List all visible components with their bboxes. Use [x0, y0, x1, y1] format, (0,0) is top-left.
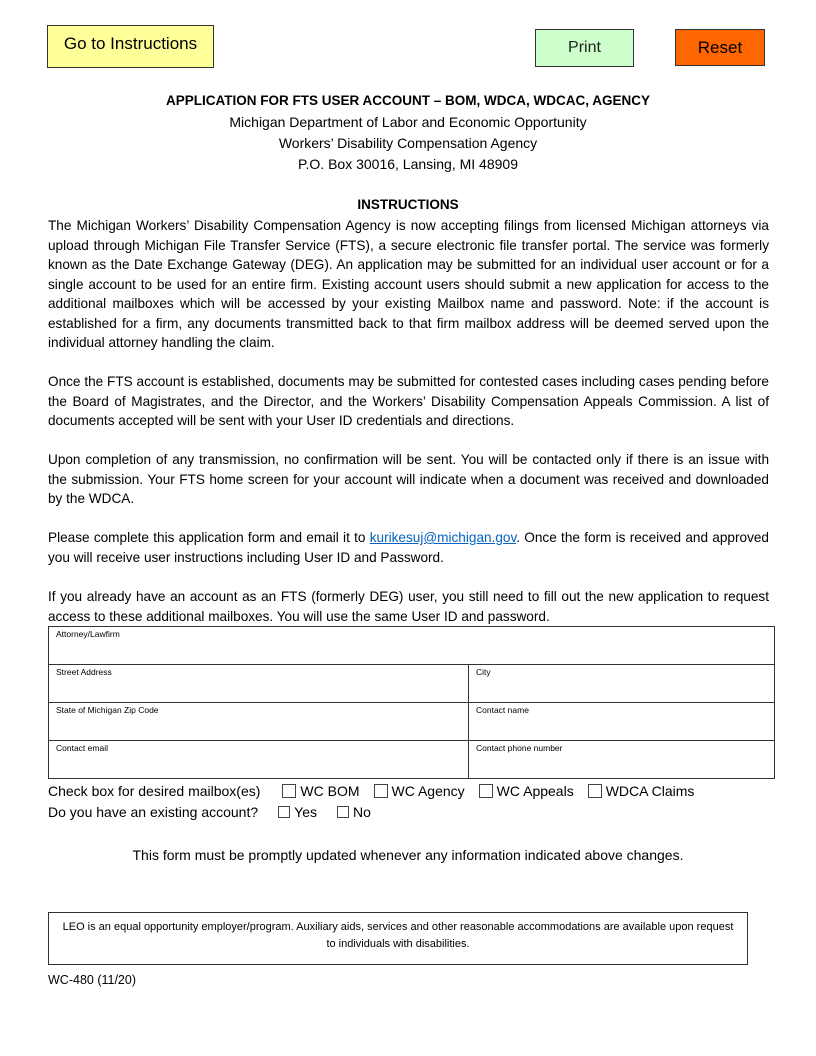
- instructions-heading: INSTRUCTIONS: [357, 197, 459, 212]
- contact-phone-field[interactable]: [469, 741, 775, 779]
- application-form-table: [48, 626, 775, 779]
- instructions-paragraph-4: [48, 528, 769, 567]
- contact-name-field[interactable]: [469, 703, 775, 741]
- print-button[interactable]: Print: [535, 29, 634, 67]
- city-field[interactable]: [469, 665, 775, 703]
- mailbox-label: Check box for desired mailbox(es): [48, 783, 261, 799]
- attorney-field[interactable]: [49, 627, 775, 665]
- option-label: Yes: [294, 804, 317, 820]
- instructions-paragraph-2: Once the FTS account is established, documents may be submitted for contested cases including cases pending before the Board of Magistrates, and the Director, and the Workers’ Disability Compensation Appeals Commission. A list of documents accepted will be sent with your User ID credentials and directions.: [48, 374, 769, 428]
- email-link[interactable]: kurikesuj@michigan.gov: [369, 530, 517, 545]
- agency: Workers’ Disability Compensation Agency: [278, 135, 538, 151]
- equal-opportunity-notice: LEO is an equal opportunity employer/program. Auxiliary aids, services and other reasonable accommodations are available upon request to individuals with disabilities.: [48, 912, 748, 965]
- instructions-paragraph-3: Upon completion of any transmission, no confirmation will be sent. You will be contacted only if there is an issue with the submission. Your FTS home screen for your account will indicate when a document was received and downloaded by the WDCA.: [48, 452, 769, 506]
- contact-email-field[interactable]: [49, 741, 469, 779]
- wc-bom-checkbox[interactable]: [282, 784, 296, 798]
- option-label: WC BOM: [300, 783, 360, 799]
- existing-account-label: Do you have an existing account?: [48, 804, 259, 820]
- mailbox-row: [48, 783, 708, 799]
- text: . Once the form is received and approved you will receive user instructions including User ID and Password.: [48, 530, 769, 565]
- wdca-claims-checkbox[interactable]: [588, 784, 602, 798]
- instructions-paragraph-1: The Michigan Workers’ Disability Compensation Agency is now accepting filings from licensed Michigan attorneys via upload through Michigan File Transfer Service (FTS), a secure electronic file transfer portal. The service was formerly known as the Date Exchange Gateway (DEG). An application may be submitted for an individual user account or for a single account to be used for an entire firm. Existing account users should submit a new application for access to the additional mailboxes which will be accessed by your existing Mailbox name and password. Note: if the account is established for a firm, any documents transmitted back to that firm mailbox address will be deemed served upon the individual attorney handling the claim.: [48, 218, 769, 350]
- wc-agency-checkbox[interactable]: [374, 784, 388, 798]
- existing-account-row: [48, 804, 385, 820]
- instructions-paragraph-5: If you already have an account as an FTS (formerly DEG) user, you still need to fill out the new application to request access to these additional mailboxes. You will use the same User ID and password.: [48, 589, 769, 624]
- option-label: WC Agency: [391, 783, 465, 799]
- text: Please complete this application form and email it to: [48, 530, 370, 545]
- option-label: WDCA Claims: [605, 783, 695, 799]
- yes-checkbox[interactable]: [278, 806, 290, 818]
- no-checkbox[interactable]: [337, 806, 349, 818]
- option-label: No: [352, 804, 371, 820]
- field-label: City: [476, 667, 491, 677]
- wc-appeals-checkbox[interactable]: [479, 784, 493, 798]
- reset-button[interactable]: Reset: [675, 29, 765, 66]
- zip-code-field[interactable]: [49, 703, 469, 741]
- option-label: WC Appeals: [496, 783, 574, 799]
- department: Michigan Department of Labor and Economic Opportunity: [229, 114, 587, 130]
- update-notice: This form must be promptly updated whenever any information indicated above changes.: [132, 847, 684, 863]
- field-label: State of Michigan Zip Code: [56, 705, 159, 715]
- field-label: Street Address: [56, 667, 112, 677]
- field-label: Contact name: [476, 705, 529, 715]
- address: P.O. Box 30016, Lansing, MI 48909: [297, 156, 518, 172]
- field-label: Contact phone number: [476, 743, 563, 753]
- field-label: Contact email: [56, 743, 108, 753]
- form-code: WC-480 (11/20): [48, 973, 136, 987]
- street-address-field[interactable]: [49, 665, 469, 703]
- go-to-instructions-button[interactable]: Go to Instructions: [47, 25, 214, 68]
- form-title: APPLICATION FOR FTS USER ACCOUNT – BOM, WDCA, WDCAC, AGENCY: [166, 93, 650, 108]
- field-label: Attorney/Lawfirm: [56, 629, 120, 639]
